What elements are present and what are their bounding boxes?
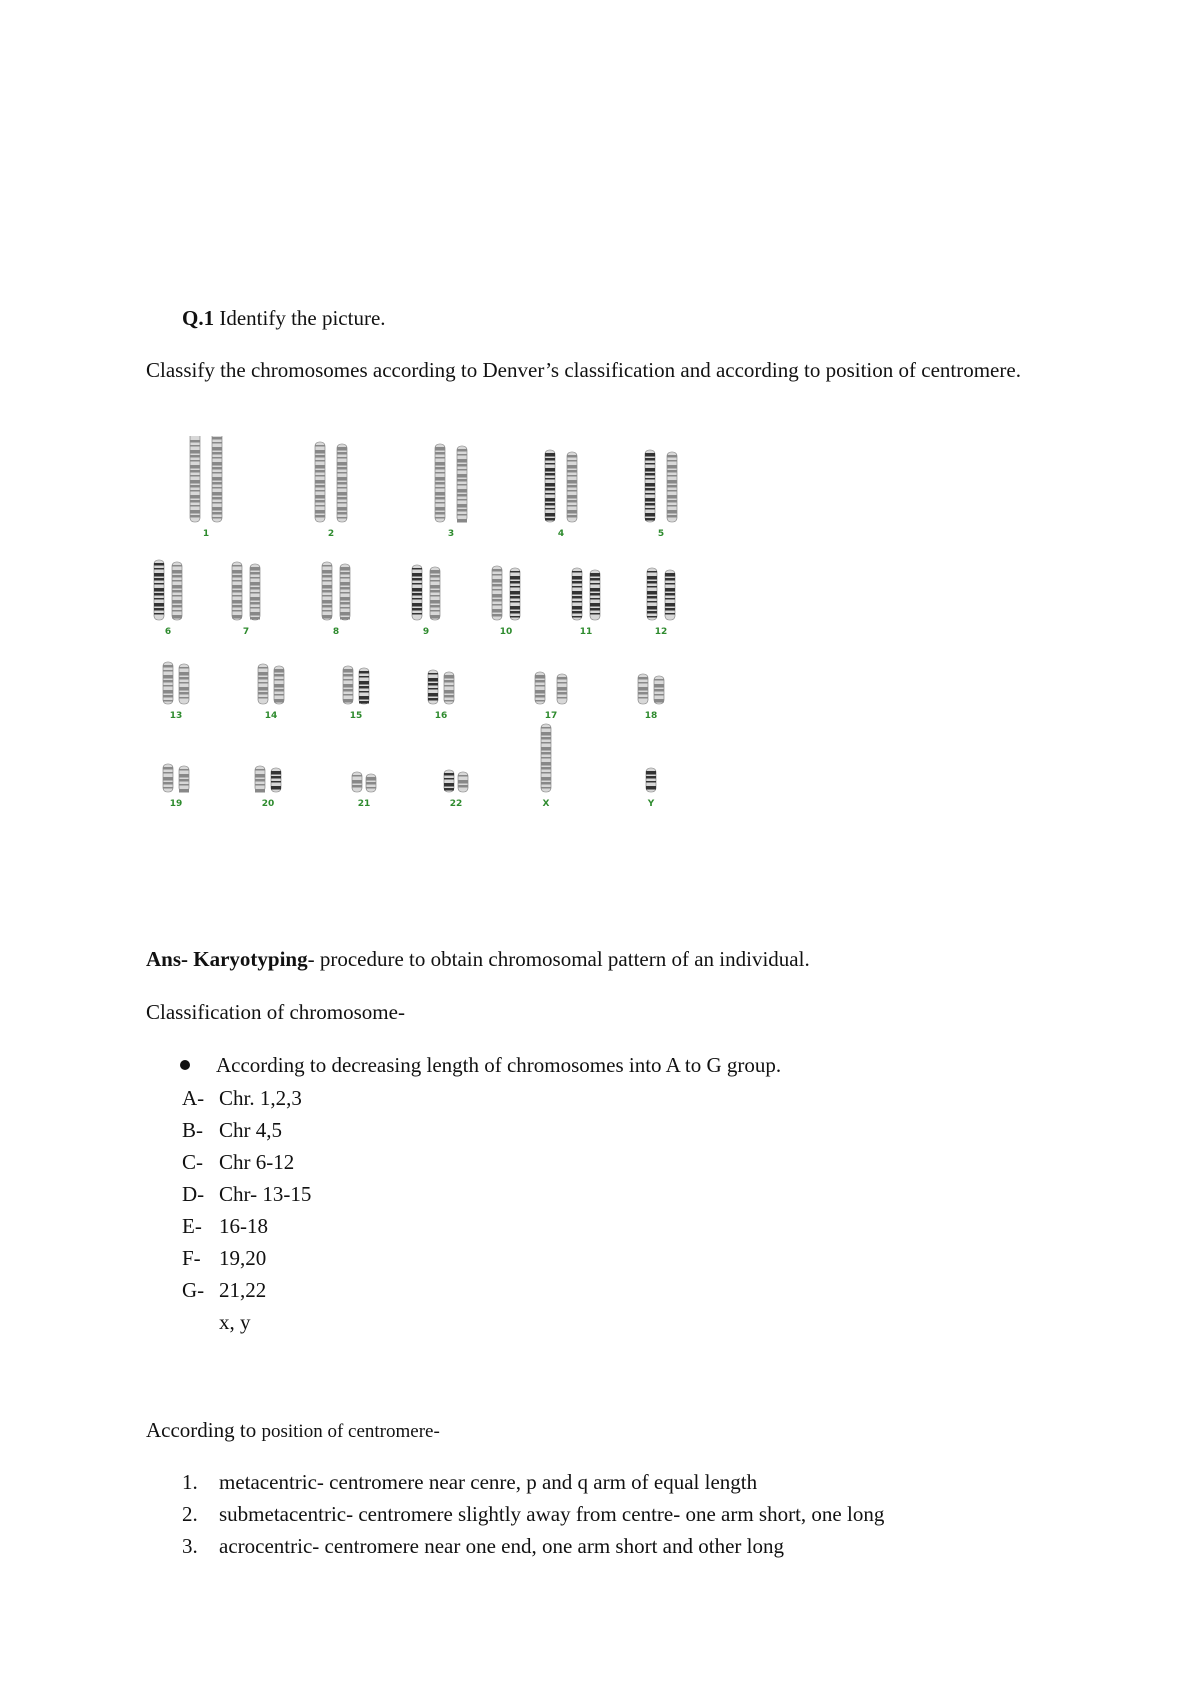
group-letter: A- — [182, 1086, 205, 1110]
chromosome-label: 20 — [261, 799, 275, 809]
chromosome-label: 1 — [202, 529, 210, 539]
group-list — [182, 1082, 311, 1338]
chromosome-pair — [190, 436, 222, 522]
group-row — [182, 1242, 311, 1274]
chromosome-label: 13 — [169, 711, 183, 721]
chromosome-label: X — [542, 799, 550, 809]
group-text: 21,22 — [219, 1278, 267, 1302]
answer-label: Ans- Karyotyping — [146, 947, 308, 971]
chromosome-pair — [255, 766, 281, 793]
group-text: Chr- 13-15 — [219, 1182, 312, 1206]
chromosome-label: 22 — [449, 799, 463, 809]
classify-instruction: Classify the chromosomes according to Denver’s classification and according to position of centromere. — [146, 358, 1021, 382]
chromosome-pair — [412, 565, 440, 620]
list-item — [182, 1498, 884, 1530]
chromosome-pair — [154, 560, 182, 620]
chromosome-pair — [352, 772, 376, 792]
chromosome-pair — [541, 724, 551, 792]
chromosome-label: 21 — [357, 799, 371, 809]
chromosome-label: 5 — [657, 529, 665, 539]
chromosome-label: 18 — [644, 711, 658, 721]
group-letter: F- — [182, 1246, 201, 1270]
group-text: Chr. 1,2,3 — [219, 1086, 302, 1110]
chromosome-pair — [315, 442, 347, 522]
classification-title: Classification of chromosome- — [146, 1000, 405, 1024]
question-label: Q.1 — [182, 306, 215, 330]
chromosome-label: 15 — [349, 711, 363, 721]
group-row — [182, 1082, 311, 1114]
chromosome-label: 7 — [242, 627, 250, 637]
chromosome-label: 17 — [544, 711, 558, 721]
chromosome-pair — [322, 562, 350, 620]
chromosome-pair — [545, 450, 577, 522]
group-row — [182, 1274, 311, 1306]
chromosome-pair — [343, 666, 369, 704]
centromere-list — [182, 1466, 884, 1562]
chromosome-label: 8 — [332, 627, 340, 637]
karyotype-figure — [146, 436, 746, 878]
chromosome-label: 14 — [264, 711, 278, 721]
group-row — [182, 1146, 311, 1178]
chromosome-pair — [258, 664, 284, 704]
group-letter: B- — [182, 1118, 203, 1142]
chromosome-pair — [232, 562, 260, 620]
chromosome-pair — [163, 662, 189, 704]
list-text: submetacentric- centromere slightly away from centre- one arm short, one long — [219, 1502, 885, 1526]
centromere-title — [146, 1414, 440, 1448]
chromosome-pair — [646, 768, 656, 792]
group-text: Chr 4,5 — [219, 1118, 282, 1142]
group-text: 19,20 — [219, 1246, 267, 1270]
group-row — [182, 1114, 311, 1146]
chromosome-label: 6 — [164, 627, 172, 637]
group-letter: D- — [182, 1182, 205, 1206]
list-item — [182, 1530, 884, 1562]
chromosome-pair — [435, 444, 467, 523]
chromosome-label: 16 — [434, 711, 448, 721]
chromosome-label: Y — [647, 799, 655, 809]
list-number: 3. — [182, 1534, 198, 1558]
chromosome-pair — [572, 568, 600, 620]
question-text: Identify the picture. — [214, 306, 386, 330]
group-text: Chr 6-12 — [219, 1150, 295, 1174]
chromosome-pair — [492, 566, 520, 620]
centromere-title-part2: position of centromere- — [261, 1421, 440, 1442]
karyotype-image — [146, 436, 746, 878]
answer-line — [146, 943, 810, 975]
chromosome-label: 19 — [169, 799, 183, 809]
group-letter: G- — [182, 1278, 205, 1302]
chromosome-label: 10 — [499, 627, 513, 637]
list-text: acrocentric- centromere near one end, one arm short and other long — [219, 1534, 784, 1558]
list-text: metacentric- centromere near cenre, p and q arm of equal length — [219, 1470, 758, 1494]
bullet-icon — [180, 1060, 190, 1070]
group-text: 16-18 — [219, 1214, 268, 1238]
group-row — [182, 1178, 311, 1210]
chromosome-pair — [535, 672, 567, 704]
chromosome-pair — [647, 568, 675, 620]
list-number: 1. — [182, 1470, 198, 1494]
answer-text: - procedure to obtain chromosomal pattern of an individual. — [307, 947, 810, 971]
chromosome-pair — [444, 770, 468, 792]
chromosome-pair — [645, 450, 677, 522]
chromosome-label: 4 — [557, 529, 565, 539]
group-row — [182, 1210, 311, 1242]
chromosome-label: 9 — [422, 627, 430, 637]
group-sex-chromosomes: x, y — [219, 1310, 251, 1334]
list-number: 2. — [182, 1502, 198, 1526]
bullet-item — [180, 1049, 781, 1081]
centromere-title-part1: According to — [146, 1418, 262, 1442]
bullet-text: According to decreasing length of chromosomes into A to G group. — [216, 1053, 782, 1077]
chromosome-pair — [163, 764, 189, 793]
chromosome-pair — [428, 670, 454, 704]
chromosome-label: 2 — [327, 529, 335, 539]
list-item — [182, 1466, 884, 1498]
question-line — [182, 302, 386, 334]
chromosome-label: 11 — [579, 627, 593, 637]
chromosome-label: 3 — [447, 529, 455, 539]
chromosome-label: 12 — [654, 627, 668, 637]
group-letter: C- — [182, 1150, 203, 1174]
chromosome-pair — [638, 674, 664, 704]
group-letter: E- — [182, 1214, 202, 1238]
